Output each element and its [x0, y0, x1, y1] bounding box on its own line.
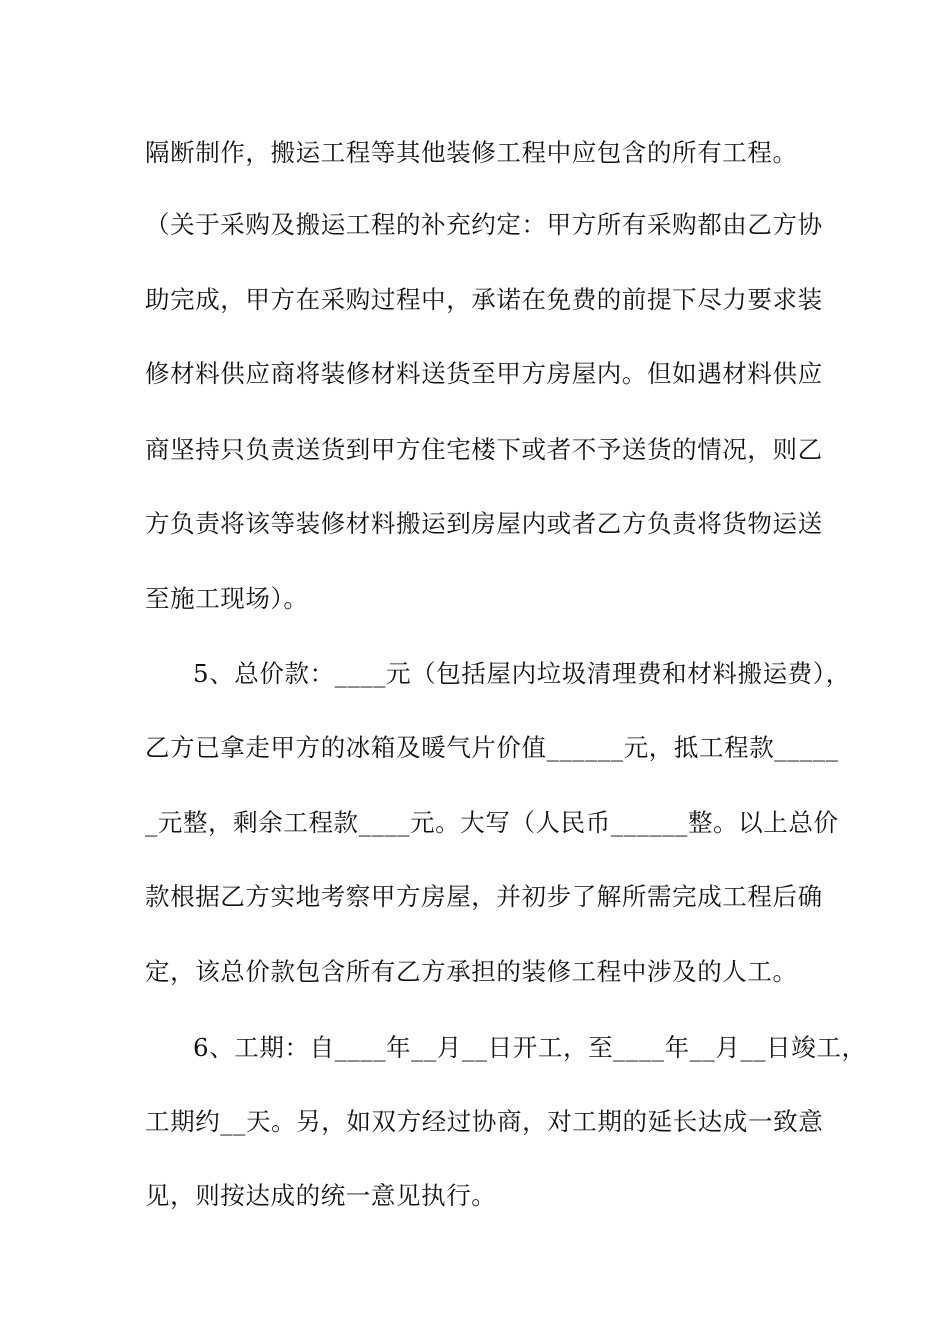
text-line-13: 6、工期：自____年__月__日开工，至____年__月__日竣工，: [193, 1033, 867, 1062]
text-line-14: 工期约__天。另，如双方经过协商，对工期的延长达成一致意: [145, 1107, 824, 1136]
text-line-7: 至施工现场）。: [145, 584, 309, 613]
text-line-4: 修材料供应商将装修材料送货至甲方房屋内。但如遇材料供应: [145, 359, 823, 388]
text-line-1: 隔断制作，搬运工程等其他装修工程中应包含的所有工程。: [145, 138, 798, 167]
text-line-15: 见，则按达成的统一意见执行。: [145, 1181, 497, 1210]
text-line-2: （关于采购及搬运工程的补充约定：甲方所有采购都由乙方协: [145, 210, 823, 239]
text-line-12: 定，该总价款包含所有乙方承担的装修工程中涉及的人工。: [145, 957, 798, 986]
text-line-6: 方负责将该等装修材料搬运到房屋内或者乙方负责将货物运送: [145, 509, 823, 538]
text-line-5: 商坚持只负责送货到甲方住宅楼下或者不予送货的情况，则乙: [145, 435, 823, 464]
text-line-8: 5、总价款：____元（包括屋内垃圾清理费和材料搬运费），: [193, 659, 851, 688]
text-line-9: 乙方已拿走甲方的冰箱及暖气片价值______元，抵工程款_____: [145, 733, 839, 762]
text-line-10: _元整，剩余工程款____元。大写（人民币______整。以上总价: [145, 808, 839, 837]
text-line-11: 款根据乙方实地考察甲方房屋，并初步了解所需完成工程后确: [145, 882, 823, 911]
text-line-3: 助完成，甲方在采购过程中，承诺在免费的前提下尽力要求装: [145, 285, 823, 314]
